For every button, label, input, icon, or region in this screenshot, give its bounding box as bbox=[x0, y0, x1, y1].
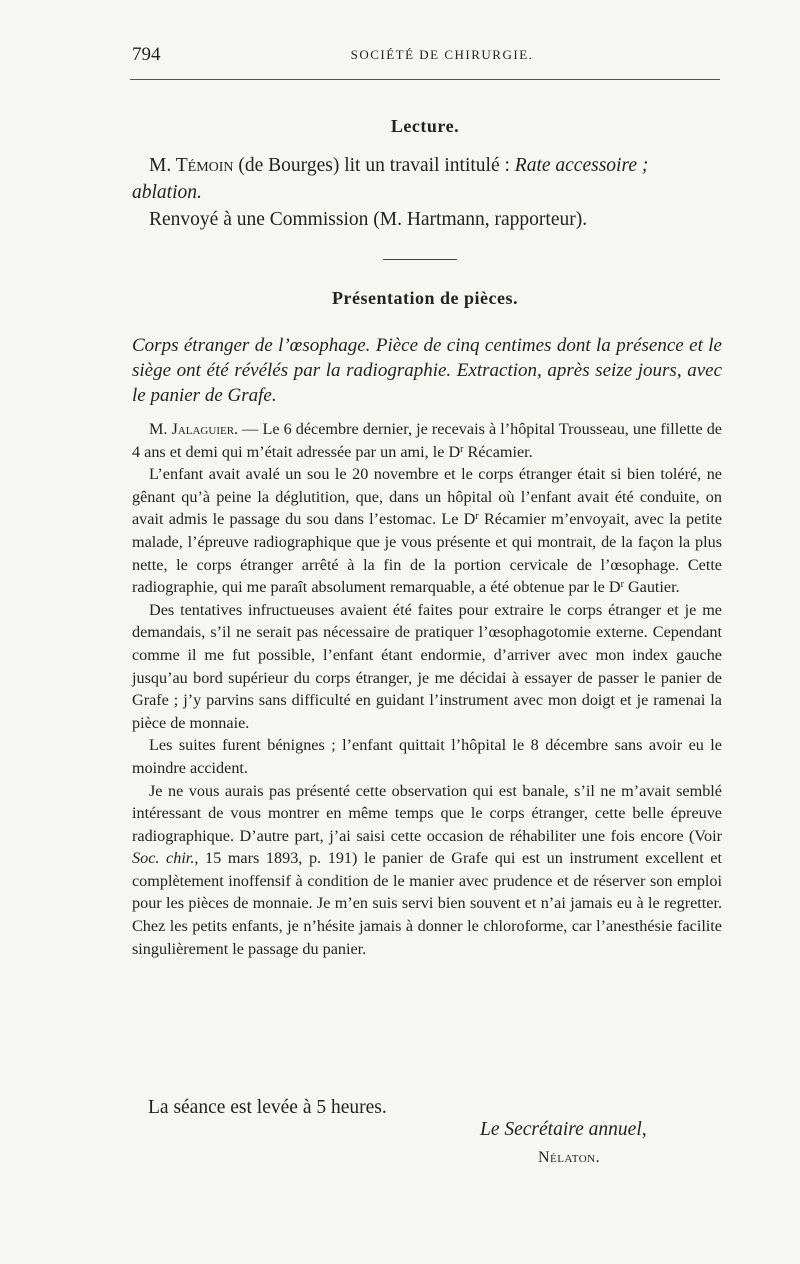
lecture-referral: Renvoyé à une Commission (M. Hartmann, rapporteur). bbox=[149, 209, 588, 230]
running-head bbox=[132, 44, 722, 74]
signature: Nélaton. bbox=[538, 1149, 601, 1166]
page-number: 794 bbox=[132, 44, 161, 65]
paragraph-5: Je ne vous aurais pas présenté cette observation qui est banale, s’il ne m’avait semblé intéressant de vous montrer en même temps que le corps étranger, cette belle épreuve radiographique. D’autre part, j’ai saisi cette occasion de réhabiliter une fois encore (Voir Soc. chir., 15 mars 1893, p. 191) le panier de Grafe qui est un instrument excellent et complètement inoffensif à condition de le manier avec prudence et de réserver son emploi pour les pièces de monnaie. Je m’en suis servi bien souvent et n’ai jamais eu à le regretter. Chez les petits enfants, je n’hésite jamais à donner le chloroforme, car l’anesthésie facilite singulièrement le passage du panier. bbox=[132, 781, 722, 958]
paragraph-4: Les suites furent bénignes ; l’enfant quittait l’hôpital le 8 décembre sans avoir eu le moindre accident. bbox=[132, 736, 722, 777]
paragraph-3: Des tentatives infructueuses avaient été faites pour extraire le corps étranger et je me demandais, s’il ne serait pas nécessaire de pratiquer l’œsophagotomie externe. Cependant comme il me fut possible, l’enfant étant endormie, d’arriver avec mon index gauche jusqu’au bord supérieur du corps étranger, je me décidai à essayer de passer le panier de Grafe ; j’y parvins sans difficulté en guidant l’instrument avec mon doigt et je ramenai la pièce de monnaie. bbox=[132, 600, 722, 732]
header-rule bbox=[130, 79, 720, 80]
citation-ref: Soc. chir. bbox=[132, 849, 195, 868]
adjournment-line: La séance est levée à 5 heures. bbox=[148, 1097, 387, 1118]
article-body bbox=[132, 418, 722, 960]
lecture-text: (de Bourges) lit un travail intitulé : bbox=[233, 155, 515, 176]
lecture-section bbox=[132, 152, 722, 233]
paragraph-1: M. Jalaguier. — Le 6 décembre dernier, je recevais à l’hôpital Trousseau, une fillette de 4 ans et demi qui m’était adressée par un ami, le $D^r$ Récamier. bbox=[132, 420, 722, 461]
presentation-title-block bbox=[132, 333, 722, 408]
lecture-title: Rate accessoire ; ablation. bbox=[132, 155, 649, 203]
lecture-heading: Lecture. bbox=[390, 116, 460, 136]
lecture-paragraph bbox=[132, 152, 722, 206]
presentation-heading: Présentation de pièces. bbox=[332, 288, 518, 308]
speaker-jalaguier: M. Jalaguier. bbox=[149, 420, 239, 438]
presentation-title: Corps étranger de l’œsophage. Pièce de cinq centimes dont la présence et le siège ont été révélés par la radiographie. Extraction, après seize jours, avec le panier de Grafe. bbox=[132, 335, 722, 406]
paragraph-2: L’enfant avait avalé un sou le 20 novembre et le corps étranger était si bien toléré, ne gênant qu’à peine la déglutition, que, dans un hôpital où l’enfant avait été conduite, on avait admis le passage du sou dans l’estomac. Le $D^r$ Récamier m’envoyait, avec la petite malade, l’épreuve radiographique que je vous présente et qui montrait, de la façon la plus nette, le corps étranger arrêté à la fin de la portion cervicale de l’œsophage. Cette radiographie, qui me paraît absolument remarquable, a été obtenue par le $D^r$ Gautier. bbox=[132, 465, 722, 597]
speaker-temoin: M. Témoin bbox=[149, 155, 234, 176]
section-divider bbox=[383, 259, 457, 260]
running-title: SOCIÉTÉ DE CHIRURGIE. bbox=[350, 47, 534, 62]
secretary-title: Le Secrétaire annuel, bbox=[480, 1119, 647, 1140]
